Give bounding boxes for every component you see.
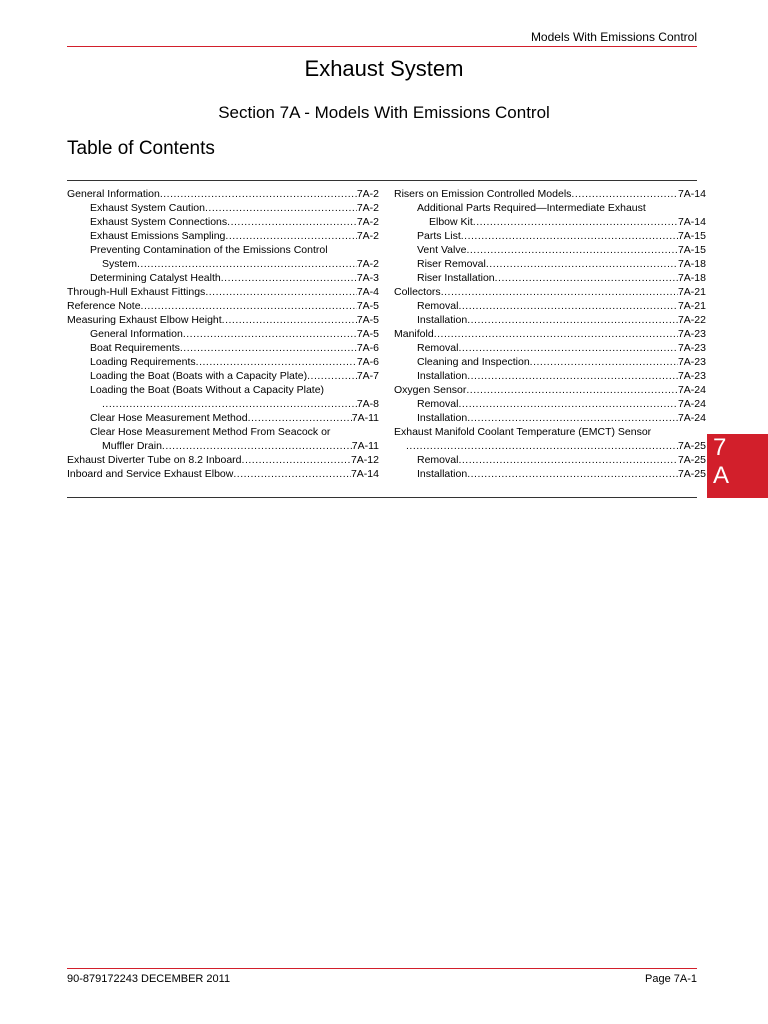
dot-leader	[486, 257, 678, 271]
toc-entry[interactable]	[67, 187, 379, 201]
toc-entry[interactable]	[394, 313, 706, 327]
dot-leader	[495, 271, 678, 285]
toc-entry[interactable]	[394, 229, 706, 243]
dot-leader	[434, 327, 678, 341]
toc-page-number: 7A-22	[677, 314, 706, 326]
document-title: Exhaust System	[304, 56, 464, 81]
toc-entry-title: Installation	[417, 412, 468, 424]
dot-leader	[467, 411, 678, 425]
toc-entry-title: Manifold	[394, 328, 434, 340]
toc-entry[interactable]	[67, 201, 379, 215]
toc-page-number: 7A-15	[677, 244, 706, 256]
dot-leader	[467, 467, 678, 481]
toc-entry-title: Installation	[417, 468, 468, 480]
toc-entry[interactable]	[67, 411, 379, 425]
toc-entry[interactable]	[394, 411, 706, 425]
header-rule	[67, 46, 697, 47]
toc-page-number: 7A-5	[356, 314, 379, 326]
toc-entry[interactable]	[67, 467, 379, 481]
toc-page-number: 7A-23	[677, 342, 706, 354]
toc-entry-title: Cleaning and Inspection	[417, 356, 530, 368]
dot-leader	[466, 243, 678, 257]
toc-entry-title: Measuring Exhaust Elbow Height	[67, 314, 222, 326]
toc-entry[interactable]	[394, 341, 706, 355]
toc-page-number: 7A-2	[356, 216, 379, 228]
toc-page-number: 7A-6	[356, 356, 379, 368]
footer-page-number: Page 7A-1	[645, 973, 697, 985]
toc-entry-title: Exhaust Diverter Tube on 8.2 Inboard	[67, 454, 242, 466]
dot-leader	[530, 355, 678, 369]
toc-entry-title: Vent Valve	[417, 244, 467, 256]
toc-entry-title: Removal	[417, 342, 459, 354]
toc-entry-title: Clear Hose Measurement Method From Seacock or	[90, 426, 331, 438]
toc-entry-title: Collectors	[394, 286, 441, 298]
toc-entry[interactable]	[67, 327, 379, 341]
dot-leader	[458, 453, 678, 467]
toc-entry-title: Removal	[417, 300, 459, 312]
toc-entry[interactable]	[394, 453, 706, 467]
toc-entry-title: Riser Installation	[417, 272, 495, 284]
toc-page-number: 7A-14	[677, 216, 706, 228]
dot-leader	[160, 187, 357, 201]
toc-entry[interactable]	[394, 383, 706, 397]
toc-entry[interactable]	[394, 397, 706, 411]
toc-entry-title: Exhaust Manifold Coolant Temperature (EMCT) Sensor	[394, 426, 652, 438]
dot-leader	[137, 257, 357, 271]
toc-page-number: 7A-25	[677, 454, 706, 466]
toc-page-number: 7A-12	[350, 454, 379, 466]
toc-left-column	[67, 187, 379, 481]
toc-entry[interactable]	[394, 257, 706, 271]
dot-leader	[227, 215, 357, 229]
toc-entry-continuation: Elbow Kit	[429, 216, 473, 228]
toc-page-number: 7A-25	[677, 468, 706, 480]
dot-leader	[467, 313, 678, 327]
toc-entry[interactable]	[394, 327, 706, 341]
toc-page-number: 7A-21	[677, 300, 706, 312]
toc-entry[interactable]	[394, 425, 706, 453]
toc-entry-title: Exhaust System Caution	[90, 202, 205, 214]
toc-page-number: 7A-8	[356, 398, 379, 410]
toc-page-number: 7A-18	[677, 258, 706, 270]
toc-entry-title: Parts List	[417, 230, 461, 242]
toc-entry-title: Boat Requirements	[90, 342, 180, 354]
toc-entry[interactable]	[67, 453, 379, 467]
toc-entry[interactable]	[67, 243, 379, 271]
dot-leader	[441, 285, 678, 299]
toc-page-number: 7A-4	[356, 286, 379, 298]
toc-entry[interactable]	[67, 229, 379, 243]
toc-entry-title: Loading the Boat (Boats Without a Capacity Plate)	[90, 384, 325, 396]
toc-entry-title: Inboard and Service Exhaust Elbow	[67, 468, 234, 480]
toc-top-rule	[67, 180, 697, 181]
toc-entry[interactable]	[394, 243, 706, 257]
toc-entry-title: Exhaust Emissions Sampling	[90, 230, 226, 242]
toc-page-number: 7A-11	[351, 440, 379, 452]
toc-entry-title: General Information	[90, 328, 183, 340]
toc-entry-title: Additional Parts Required—Intermediate Exhaust	[417, 202, 646, 214]
toc-entry-title: Exhaust System Connections	[90, 216, 228, 228]
toc-entry-title: Installation	[417, 314, 468, 326]
toc-entry-title: Through-Hull Exhaust Fittings	[67, 286, 206, 298]
dot-leader	[461, 229, 678, 243]
toc-page-number: 7A-2	[356, 188, 379, 200]
toc-entry-title: Riser Removal	[417, 258, 486, 270]
toc-entry-title: General Information	[67, 188, 160, 200]
toc-entry[interactable]	[394, 369, 706, 383]
dot-leader	[406, 439, 678, 453]
dot-leader	[473, 215, 678, 229]
toc-entry[interactable]	[394, 467, 706, 481]
toc-entry[interactable]	[67, 383, 379, 411]
toc-page-number: 7A-5	[356, 300, 379, 312]
dot-leader	[221, 271, 357, 285]
section-tab-letter: A	[713, 462, 730, 489]
toc-entry[interactable]	[394, 271, 706, 285]
toc-entry-title: Loading the Boat (Boats with a Capacity Plate)	[90, 370, 308, 382]
section-tab-number: 7	[713, 434, 727, 461]
dot-leader	[242, 453, 351, 467]
toc-page-number: 7A-2	[356, 202, 379, 214]
dot-leader	[248, 411, 352, 425]
toc-page-number: 7A-18	[677, 272, 706, 284]
dot-leader	[102, 397, 357, 411]
dot-leader	[162, 439, 352, 453]
dot-leader	[222, 313, 357, 327]
toc-page-number: 7A-14	[677, 188, 706, 200]
toc-entry-title: Loading Requirements	[90, 356, 196, 368]
toc-entry[interactable]	[394, 299, 706, 313]
dot-leader	[467, 369, 678, 383]
toc-page-number: 7A-21	[677, 286, 706, 298]
dot-leader	[205, 201, 357, 215]
toc-entry-title: Removal	[417, 454, 459, 466]
toc-entry[interactable]	[67, 285, 379, 299]
toc-entry-title: Determining Catalyst Health	[90, 272, 221, 284]
toc-entry-title: Reference Note	[67, 300, 141, 312]
section-tab	[707, 434, 768, 498]
toc-entry[interactable]	[67, 369, 379, 383]
toc-entry[interactable]	[67, 355, 379, 369]
toc-entry[interactable]	[67, 313, 379, 327]
running-header: Models With Emissions Control	[530, 30, 697, 44]
toc-page-number: 7A-2	[356, 230, 379, 242]
dot-leader	[233, 467, 351, 481]
toc-entry[interactable]	[394, 285, 706, 299]
toc-entry-title: Removal	[417, 398, 459, 410]
toc-entry[interactable]	[67, 271, 379, 285]
toc-page-number: 7A-6	[356, 342, 379, 354]
toc-page-number: 7A-24	[677, 398, 706, 410]
toc-page-number: 7A-7	[356, 370, 379, 382]
dot-leader	[571, 187, 678, 201]
toc-page-number: 7A-23	[677, 370, 706, 382]
toc-bottom-rule	[67, 497, 697, 498]
toc-entry[interactable]	[394, 187, 706, 201]
dot-leader	[141, 299, 357, 313]
toc-page-number: 7A-24	[677, 412, 706, 424]
toc-right-column	[394, 187, 706, 481]
toc-page-number: 7A-11	[351, 412, 379, 424]
toc-page-number: 7A-25	[677, 440, 706, 452]
footer-rule	[67, 968, 697, 969]
dot-leader	[458, 397, 678, 411]
dot-leader	[307, 369, 357, 383]
toc-page-number: 7A-24	[677, 384, 706, 396]
toc-page-number: 7A-3	[356, 272, 379, 284]
toc-entry-title: Risers on Emission Controlled Models	[394, 188, 572, 200]
dot-leader	[180, 341, 357, 355]
dot-leader	[205, 285, 357, 299]
toc-entry-title: Oxygen Sensor	[394, 384, 467, 396]
dot-leader	[183, 327, 357, 341]
dot-leader	[196, 355, 357, 369]
dot-leader	[225, 229, 356, 243]
toc-page-number: 7A-15	[677, 230, 706, 242]
dot-leader	[458, 299, 678, 313]
dot-leader	[466, 383, 678, 397]
section-title: Section 7A - Models With Emissions Control	[218, 103, 550, 122]
toc-page-number: 7A-14	[350, 468, 379, 480]
toc-entry[interactable]	[67, 299, 379, 313]
toc-entry-continuation: Muffler Drain	[102, 440, 162, 452]
toc-entry-title: Installation	[417, 370, 468, 382]
toc-entry-title: Clear Hose Measurement Method	[90, 412, 248, 424]
toc-page-number: 7A-23	[677, 356, 706, 368]
toc-entry[interactable]	[67, 215, 379, 229]
toc-entry[interactable]	[394, 355, 706, 369]
footer-doc-number: 90-879172243 DECEMBER 2011	[67, 973, 231, 985]
dot-leader	[458, 341, 678, 355]
toc-entry[interactable]	[67, 425, 379, 453]
toc-entry-continuation: System	[102, 258, 138, 270]
toc-entry[interactable]	[394, 201, 706, 229]
toc-page-number: 7A-2	[356, 258, 379, 270]
toc-entry-title: Preventing Contamination of the Emissions Control	[90, 244, 328, 256]
toc-page-number: 7A-5	[356, 328, 379, 340]
toc-page-number: 7A-23	[677, 328, 706, 340]
toc-entry[interactable]	[67, 341, 379, 355]
toc-heading: Table of Contents	[67, 138, 215, 159]
